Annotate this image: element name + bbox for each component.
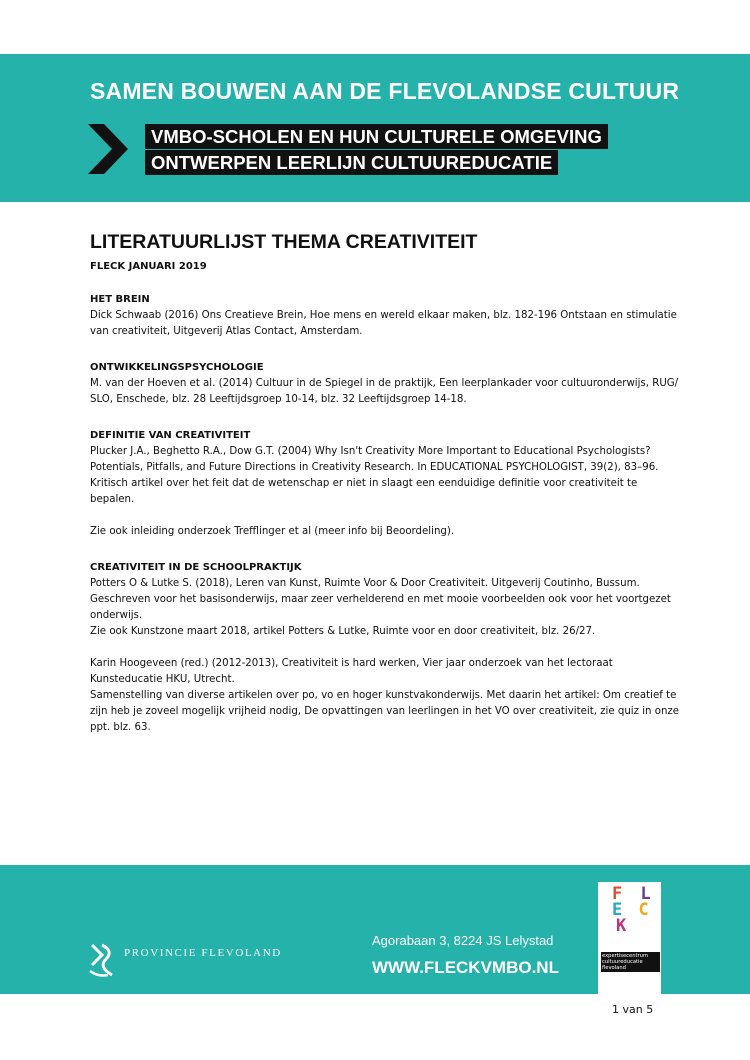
- province-flevoland-logo: [88, 941, 282, 981]
- document-date: FLECK JANUARI 2019: [90, 261, 207, 272]
- section-ontwikkelingspsychologie: [90, 360, 680, 408]
- website-link[interactable]: WWW.FLECKVMBO.NL: [372, 958, 559, 977]
- reference-paragraph: Zie ook Kunstzone maart 2018, artikel Potters & Lutke, Ruimte voor en door creativiteit, blz. 26/27.: [90, 626, 596, 637]
- page-number: 1 van 5: [612, 1003, 654, 1016]
- reference-paragraph: Zie ook inleiding onderzoek Trefflinger et al (meer info bij Beoordeling).: [90, 526, 455, 537]
- reference-paragraph: M. van der Hoeven et al. (2014) Cultuur in de Spiegel in de praktijk, Een leerplankader voor cultuuronderwijs, RUG/ SLO, Enschede, blz. 28 Leeftijdsgroep 10-14, blz. 32 Leeftijdsgroep 14-18.: [90, 378, 679, 405]
- fleck-logo: [598, 882, 661, 994]
- reference-paragraph: Plucker J.A., Beghetto R.A., Dow G.T. (2004) Why Isn't Creativity More Important to Educational Psychologists? Potentials, Pitfalls, and Future Directions in Creativity Research. In EDUCATIONAL PSYCHOLOGIST, 39(2), 83–96. Kritisch artikel over het feit dat de wetenschap er niet in slaagt een eenduidige definitie voor creativiteit te bepalen.: [90, 446, 659, 505]
- section-heading: CREATIVITEIT IN DE SCHOOLPRAKTIJK: [90, 562, 302, 573]
- footer-banner: [0, 865, 750, 994]
- reference-paragraph: Potters O & Lutke S. (2018), Leren van Kunst, Ruimte Voor & Door Creativiteit. Uitgeverij Coutinho, Bussum. Geschreven voor het basisonderwijs, maar zeer verhelderend en met mooie voorbeelden ook voor het voortgezet onderwijs.: [90, 578, 671, 621]
- section-heading: DEFINITIE VAN CREATIVITEIT: [90, 430, 251, 441]
- logo-letter: F: [612, 884, 623, 904]
- reference-paragraph: Samenstelling van diverse artikelen over po, vo en hoger kunstvakonderwijs. Met daarin het artikel: Om creatief te zijn heb je zoveel mogelijk vrijheid nodig, De opvattingen van leerlingen in het VO over creativiteit, zie quiz in onze ppt. blz. 63.: [90, 690, 680, 733]
- logo-letter: E: [612, 900, 623, 920]
- address: Agorabaan 3, 8224 JS Lelystad: [372, 933, 554, 948]
- reference-paragraph: Dick Schwaab (2016) Ons Creatieve Brein, Hoe mens en wereld elkaar maken, blz. 182-196 Ontstaan en stimulatie van creativiteit, Uitgeverij Atlas Contact, Amsterdam.: [90, 310, 677, 337]
- section-creativiteit-in-de-schoolpraktijk: [90, 560, 680, 736]
- section-het-brein: [90, 292, 680, 340]
- section-heading: ONTWIKKELINGSPSYCHOLOGIE: [90, 362, 264, 373]
- document-body: [90, 230, 680, 736]
- province-label: PROVINCIE FLEVOLAND: [124, 947, 282, 959]
- banner-subtitle-line-2: ONTWERPEN LEERLIJN CULTUUREDUCATIE: [145, 150, 558, 175]
- banner-title: SAMEN BOUWEN AAN DE FLEVOLANDSE CULTUUR: [90, 78, 680, 104]
- section-heading: HET BREIN: [90, 294, 150, 305]
- header-banner: [0, 54, 750, 202]
- banner-subtitle-line-1: VMBO-SCHOLEN EN HUN CULTURELE OMGEVING: [145, 124, 608, 149]
- fleck-logo-letters: [612, 886, 651, 934]
- chevron-right-icon: [86, 122, 130, 176]
- reference-paragraph: Karin Hoogeveen (red.) (2012-2013), Creativiteit is hard werken, Vier jaar onderzoek van het lectoraat Kunsteducatie HKU, Utrecht.: [90, 658, 613, 685]
- logo-letter: K: [616, 916, 627, 936]
- logo-letter: C: [638, 900, 649, 920]
- logo-letter: L: [640, 884, 651, 904]
- document-title: LITERATUURLIJST THEMA CREATIVITEIT: [90, 231, 478, 253]
- province-emblem-icon: [88, 941, 118, 979]
- fleck-logo-text: expertisecentrum cultuureducatie flevoland: [601, 952, 660, 972]
- section-definitie-van-creativiteit: [90, 428, 680, 540]
